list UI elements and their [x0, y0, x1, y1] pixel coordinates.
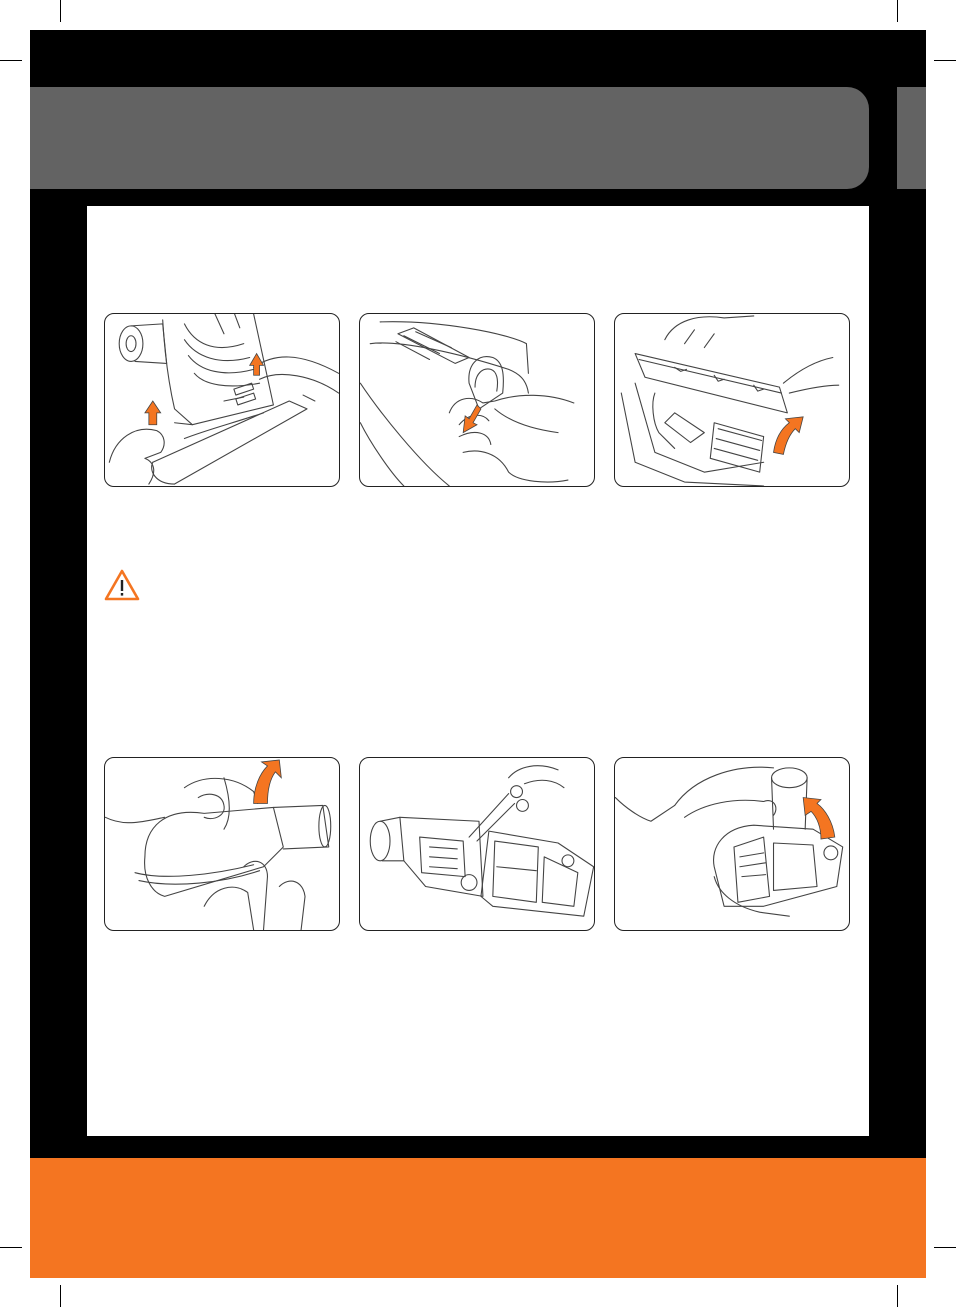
step-illustration-cut-hair	[359, 757, 595, 931]
crop-mark	[934, 60, 956, 61]
crop-mark	[60, 1285, 61, 1307]
header-tab	[897, 87, 926, 189]
content-area	[87, 206, 869, 1136]
step-illustration-remove-cover	[614, 313, 850, 487]
manual-page	[30, 30, 926, 1278]
step-illustration-open-housing	[104, 757, 340, 931]
crop-mark	[934, 1247, 956, 1248]
crop-mark	[60, 0, 61, 22]
step-illustration-release-tab	[359, 313, 595, 487]
crop-mark	[897, 1285, 898, 1307]
crop-mark	[0, 1247, 22, 1248]
crop-mark	[897, 0, 898, 22]
crop-mark	[0, 60, 22, 61]
step-illustration-reassemble	[614, 757, 850, 931]
warning-triangle-icon	[103, 568, 141, 602]
step-illustration-lift-clips	[104, 313, 340, 487]
header-bar	[30, 87, 869, 189]
footer-bar	[30, 1158, 926, 1278]
